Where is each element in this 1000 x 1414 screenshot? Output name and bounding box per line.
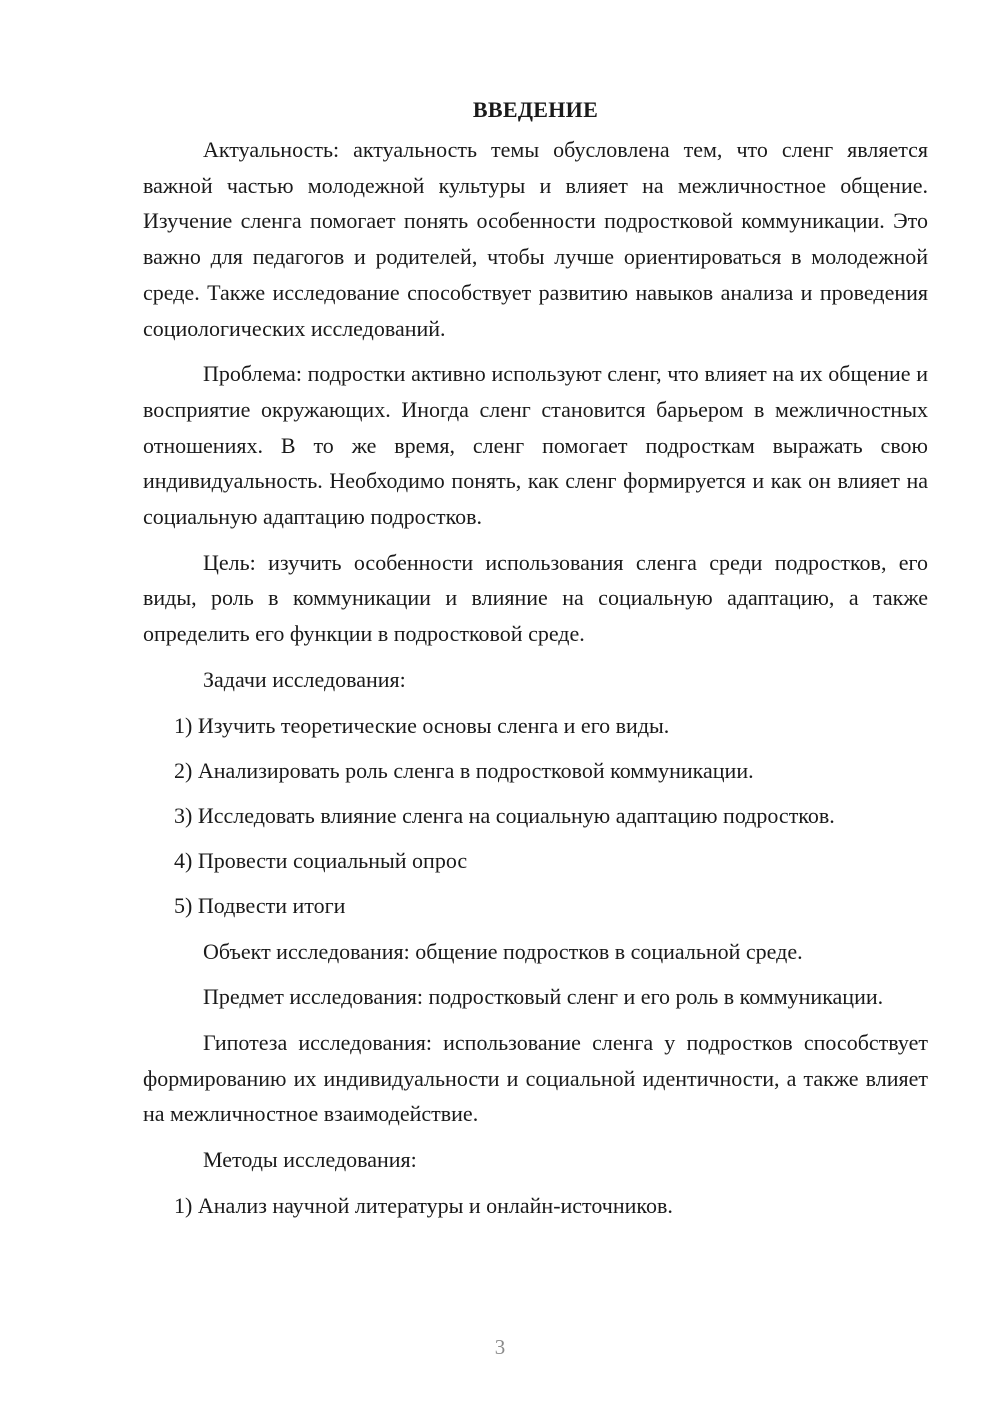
task-item: 5) Подвести итоги bbox=[174, 893, 346, 919]
task-item: 3) Исследовать влияние сленга на социальную адаптацию подростков. bbox=[174, 802, 835, 828]
page-number: 3 bbox=[494, 1335, 506, 1359]
tasks-heading: Задачи исследования: bbox=[203, 666, 406, 692]
paragraph-relevance: Актуальность: актуальность темы обусловлена тем, что сленг является важной частью молодежной культуры и влияет на межличностное общение. Изучение сленга помогает понять особенности подростковой коммуникации. Это важно для педагогов и родителей, чтобы лучше ориентироваться в молодежной среде. Также исследование способствует развитию навыков анализа и проведения социологических исследований. bbox=[143, 137, 928, 341]
paragraph-goal: Цель: изучить особенности использования сленга среди подростков, его виды, роль в коммуникации и влияние на социальную адаптацию, а также определить его функции в подростковой среде. bbox=[143, 549, 928, 647]
task-item: 4) Провести социальный опрос bbox=[174, 848, 468, 874]
page-content bbox=[143, 92, 928, 1233]
task-item: 2) Анализировать роль сленга в подростковой коммуникации. bbox=[174, 757, 754, 783]
research-hypothesis: Гипотеза исследования: использование сленга у подростков способствует формированию их индивидуальности и социальной идентичности, а также влияет на межличностное взаимодействие. bbox=[143, 1029, 928, 1127]
method-item: 1) Анализ научной литературы и онлайн-источников. bbox=[174, 1192, 673, 1218]
research-object: Объект исследования: общение подростков в социальной среде. bbox=[203, 938, 803, 964]
section-title: ВВЕДЕНИЕ bbox=[472, 97, 599, 122]
paragraph-problem: Проблема: подростки активно используют сленг, что влияет на их общение и восприятие окружающих. Иногда сленг становится барьером в межличностных отношениях. В то же время, сленг помогает подросткам выражать свою индивидуальность. Необходимо понять, как сленг формируется и как он влияет на социальную адаптацию подростков. bbox=[143, 361, 928, 530]
research-subject: Предмет исследования: подростковый сленг и его роль в коммуникации. bbox=[203, 984, 884, 1010]
methods-heading: Методы исследования: bbox=[203, 1147, 417, 1173]
task-item: 1) Изучить теоретические основы сленга и его виды. bbox=[174, 712, 670, 738]
